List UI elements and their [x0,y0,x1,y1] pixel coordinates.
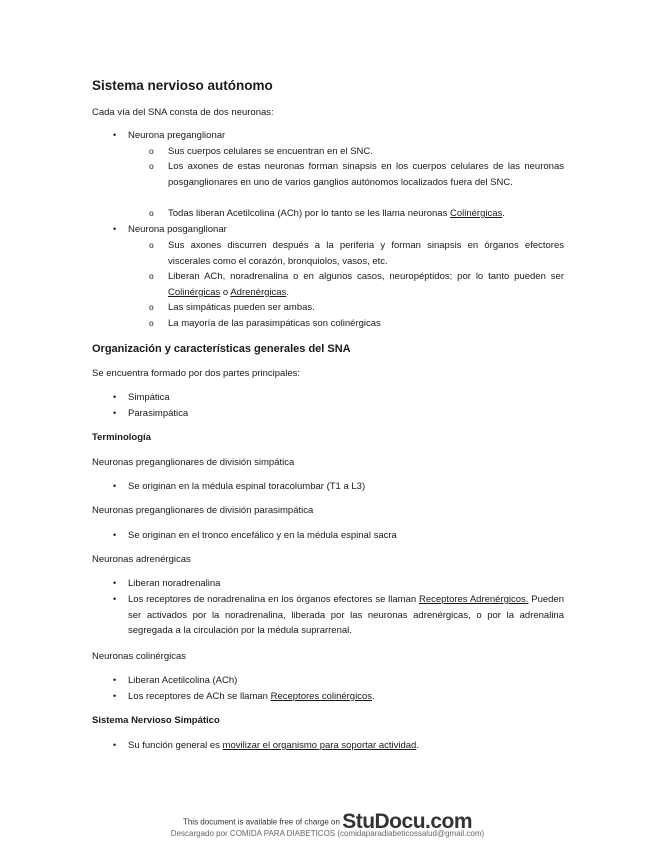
subheading: Neuronas preganglionares de división parasimpática [92,505,314,516]
available-text: This document is available free of charge on [182,817,340,827]
list-item: • Liberan noradrenalina [128,576,564,592]
section-heading-sns: Sistema Nervioso Simpático [92,715,220,726]
list-item: • Se originan en la médula espinal toracolumbar (T1 a L3) [128,479,564,495]
list-item: • Los receptores de ACh se llaman Receptores colinérgicos. [128,689,564,705]
sub-item: o Sus axones discurren después a la periferia y forman sinapsis en órganos efectores viscerales como el corazón, bronquiolos, vasos, etc. [168,238,564,269]
intro-text: Cada vía del SNA consta de dos neuronas: [92,107,274,118]
subheading: Neuronas adrenérgicas [92,554,191,565]
sub-item: o Las simpáticas pueden ser ambas. [168,300,564,316]
colinergicas-link[interactable]: Colinérgicas [450,208,503,219]
footer-downloaded: Descargado por COMIDA PARA DIABETICOS (comidaparadiabeticossalud@gmail.com) [170,829,485,838]
colinergicas-link-2[interactable]: Colinérgicas [168,286,221,298]
list-item: • Se originan en el tronco encefálico y en la médula espinal sacra [128,528,564,544]
sub-item: o Los axones de estas neuronas forman sinapsis en los cuerpos celulares de las neuronas posganglionares en uno de varios ganglios autónomos localizados fuera del SNC. [168,159,564,190]
sub-item: o Sus cuerpos celulares se encuentran en el SNC. [168,144,564,160]
receptores-colinergicos-link[interactable]: Receptores colinérgicos [270,691,372,702]
bullet-simpatica: • Simpática [128,390,564,406]
section-heading-org: Organización y características generales del SNA [92,343,351,355]
subheading: Neuronas colinérgicas [92,651,186,662]
section-heading-term: Terminología [92,432,151,443]
org-intro: Se encuentra formado por dos partes principales: [92,368,301,379]
adrenergicas-link[interactable]: Adrenérgicas [230,286,287,298]
sub-item: o Liberan ACh, noradrenalina o en algunos casos, neuropéptidos; por lo tanto pueden ser Colinérgicas o Adrenérgicas. [168,269,564,300]
subheading: Neuronas preganglionares de división simpática [92,457,295,468]
list-item: • Los receptores de noradrenalina en los órganos efectores se llaman Receptores Adrenérgicos. Pueden ser activados por la noradrenalina, liberada por las neuronas adrenérgicas, o por la adrenalina segregada a la circulación por la médula suprarrenal. [128,592,564,639]
list-item: • Liberan Acetilcolina (ACh) [128,673,564,689]
bullet-pre: • Neurona preganglionar [128,128,564,144]
movilizar-link[interactable]: movilizar el organismo para soportar actividad [222,740,417,751]
bullet-post: • Neurona posganglionar [128,222,564,238]
page-title: Sistema nervioso autónomo [92,78,273,93]
receptores-adrenergicos-link[interactable]: Receptores Adrenérgicos. [418,594,529,605]
sub-item: o Todas liberan Acetilcolina (ACh) por lo tanto se les llama neuronas Colinérgicas. [168,206,564,222]
bullet-parasimpatica: • Parasimpática [128,406,564,422]
studocu-logo[interactable]: StuDocu.com [342,810,473,833]
sub-item: o La mayoría de las parasimpáticas son colinérgicas [168,316,564,332]
list-item: • Su función general es movilizar el organismo para soportar actividad. [128,738,564,754]
